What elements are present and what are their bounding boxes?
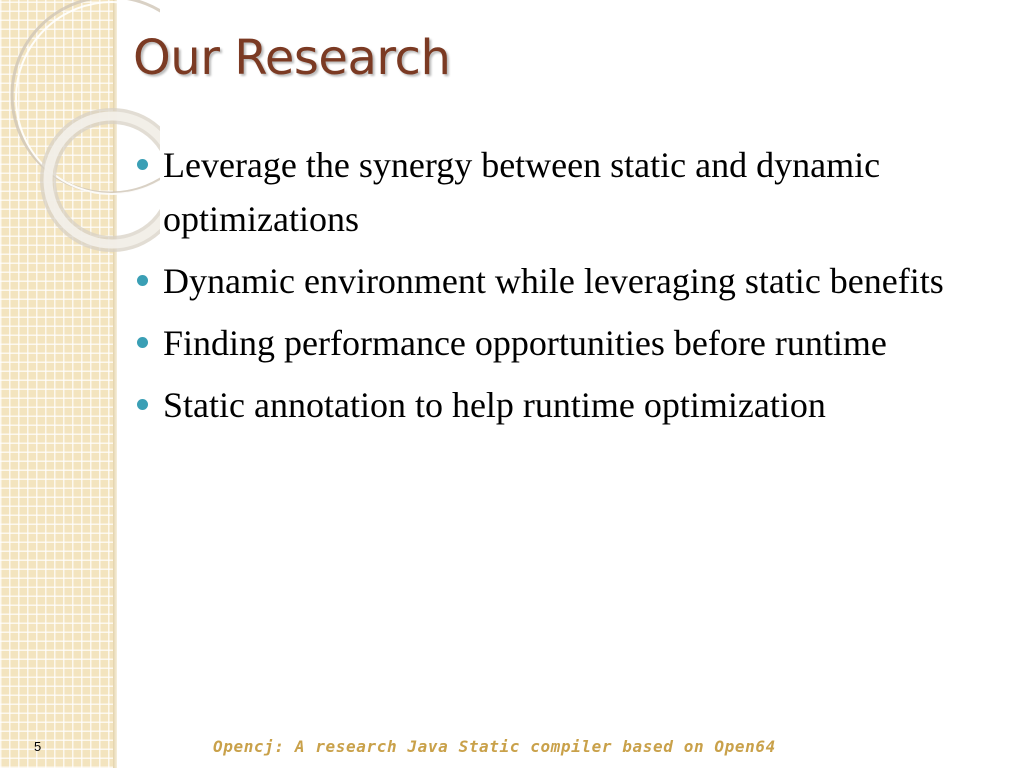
- bullet-text: Dynamic environment while leveraging static benefits: [163, 261, 944, 301]
- bullet-text: Finding performance opportunities before runtime: [163, 323, 887, 363]
- bullet-dot-icon: [137, 275, 148, 286]
- bullet-item: [133, 316, 953, 370]
- slide-number: 5: [34, 739, 42, 754]
- bullet-list: [133, 138, 953, 440]
- bullet-item: [133, 138, 953, 246]
- bullet-text: Leverage the synergy between static and dynamic optimizations: [163, 145, 881, 239]
- bullet-item: [133, 254, 953, 308]
- slide-title: Our Research: [133, 30, 451, 86]
- bullet-item: [133, 378, 953, 432]
- footer-text: Opencj: A research Java Static compiler based on Open64: [213, 737, 776, 756]
- bullet-text: Static annotation to help runtime optimization: [163, 385, 826, 425]
- bullet-dot-icon: [137, 399, 148, 410]
- bullet-dot-icon: [137, 159, 148, 170]
- bullet-dot-icon: [137, 337, 148, 348]
